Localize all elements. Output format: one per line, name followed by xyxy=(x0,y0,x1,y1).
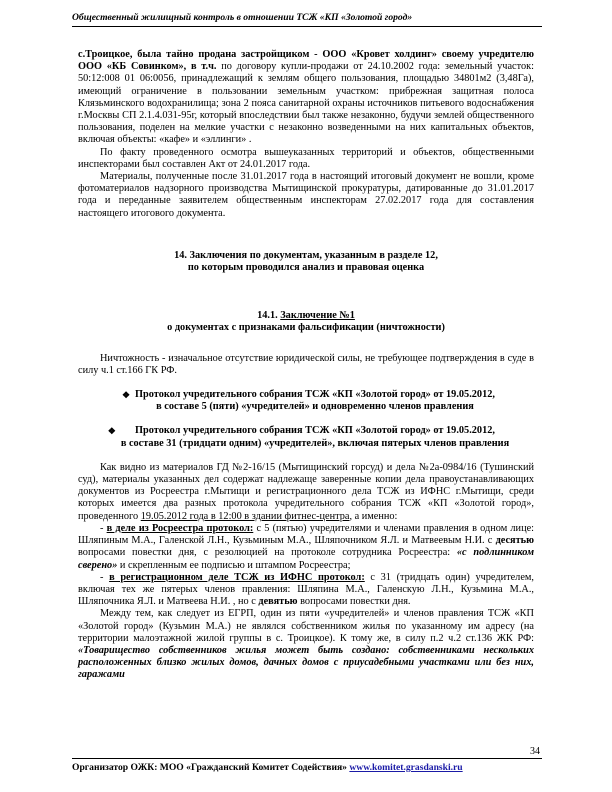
body-paragraph-2: - в деле из Росреестра протокол: с 5 (пятью) учредителями и членами правления в одном лице: Шляпиным М.А., Галенской Л.Н., Кузьминым М.А., Шляпочником Я.Л. и Матвеевым Н.И. с десятью вопросами повестки дня, с резолюцией на протоколе сотрудника Росреестра: «с подлинником сверено» и скрепленным ее подписью и штампом Росреестра; xyxy=(78,522,535,571)
bullet-1-line-1: Протокол учредительного собрания ТСЖ «КП «Золотой город» от 19.05.2012, xyxy=(135,389,495,401)
document-body xyxy=(78,49,534,682)
body-paragraph-4: Между тем, как следует из ЕГРП, один из пяти «учредителей» и членов правления ТСЖ «КП «Золотой город» (Кузьмин М.А.) не являлся собственником жилья по указанному им адресу (на территории малоэтажной жилой группы в с. Троицкое). К тому же, в силу п.2 ч.2 ст.136 ЖК РФ: «Товарищество собственников жилья может быть создано: собственниками нескольких расположенных близко жилых домов, дачных домов с приусадебными участками или без них, гаражами xyxy=(78,608,534,681)
page-number: 34 xyxy=(530,746,540,757)
section-14-1-subtitle: о документах с признаками фальсификации (ничтожности) xyxy=(167,322,445,334)
intro-paragraph-3: Материалы, полученные после 31.01.2017 года в настоящий итоговый документ не вошли, кроме фотоматериалов надзорного производства Мытищинской прокуратуры, датированные до 31.01.2017 года и переданные заявителем общественным инспекторам 27.02.2017 года для составления настоящего итогового документа. xyxy=(78,171,534,219)
page-footer xyxy=(72,758,542,773)
diamond-bullet-icon: ❖ xyxy=(107,426,116,437)
bullet-1-line-2: в составе 5 (пяти) «учредителей» и одновременно членов правления xyxy=(156,401,474,413)
footer-organizer: Организатор ОЖК: МОО «Гражданский Комитет Содействия» xyxy=(72,762,347,773)
header-title: Общественный жилищный контроль в отношении ТСЖ «КП «Золотой город» xyxy=(72,12,413,23)
section-14-heading-line-2: по которым проводился анализ и правовая оценка xyxy=(187,262,425,274)
bullet-2-line-1: Протокол учредительного собрания ТСЖ «КП «Золотой город» от 19.05.2012, xyxy=(135,425,495,437)
bullet-2-line-2: в составе 31 (тридцати одним) «учредителей», включая пятерых членов правления xyxy=(120,437,510,449)
footer-website-link[interactable]: www.komitet.grasdanski.ru xyxy=(349,762,463,773)
section-14-1-heading: 14.1. Заключение №1 xyxy=(257,310,355,322)
running-header xyxy=(72,10,542,27)
body-paragraph-1: Как видно из материалов ГД №2-16/15 (Мытищинский горсуд) и дела №2а-0984/16 (Тушинский суд), материалы указанных дел содержат надлежаще заверенные копии дела правоустанавливающих документов из Росреестра г.Мытищи и регистрационного дела ТСЖ из ИФНС г.Мытищи, среди которых имеется два разных протокола учредительного собрания ТСЖ «КП «Золотой город», проведенного 19.05.2012 года в 12:00 в здании фитнес-центра, а именно: xyxy=(78,461,534,522)
body-paragraph-3: - в регистрационном деле ТСЖ из ИФНС протокол: с 31 (тридцать один) учредителем, включая тех же пятерых членов правления: Шляпина М.А., Галенскую Л.Н., Кузьмина М.А., Шляпочника Я.Л. и Матвеева Н.И. , но с девятью вопросами повестки дня. xyxy=(78,571,534,608)
bullet-item-2 xyxy=(78,425,534,449)
section-14-heading-line-1: 14. Заключения по документам, указанным в разделе 12, xyxy=(174,249,438,261)
nullity-definition: Ничтожность - изначальное отсутствие юридической силы, не требующее подтверждения в суде в силу ч.1 ст.166 ГК РФ. xyxy=(78,352,534,376)
bullet-item-1 xyxy=(78,389,534,413)
diamond-bullet-icon: ❖ xyxy=(121,390,131,401)
intro-paragraph-2: По факту проведенного осмотра вышеуказанных территорий и объектов, общественными инспекторами был составлен Акт от 24.01.2017 года. xyxy=(78,146,534,170)
intro-paragraph-1: с.Троицкое, была тайно продана застройщиком - ООО «Кровет холдинг» своему учредителю ООО «КБ Совинком», в т.ч. по договору купли-продажи от 24.10.2002 года: земельный участок: 50:12:008 01 06:0056, принадлежащий к землям общего пользования, площадью 34801м2 (3,48Га), имеющий ограничение в пользовании земельным участком: прибрежная защитная полоса Клязьминского водохранилища; зона 2 пояса санитарной охраны источников питьевого водоснабжения г.Москвы СП 2.1.4.031-95г, который впоследствии был также незаконно, будучи землей общественного пользования, поделен на мелкие участки с незаконно возведенными на них капитальных объектов, включая объекты: «кафе» и «эллинги» . xyxy=(78,49,534,146)
